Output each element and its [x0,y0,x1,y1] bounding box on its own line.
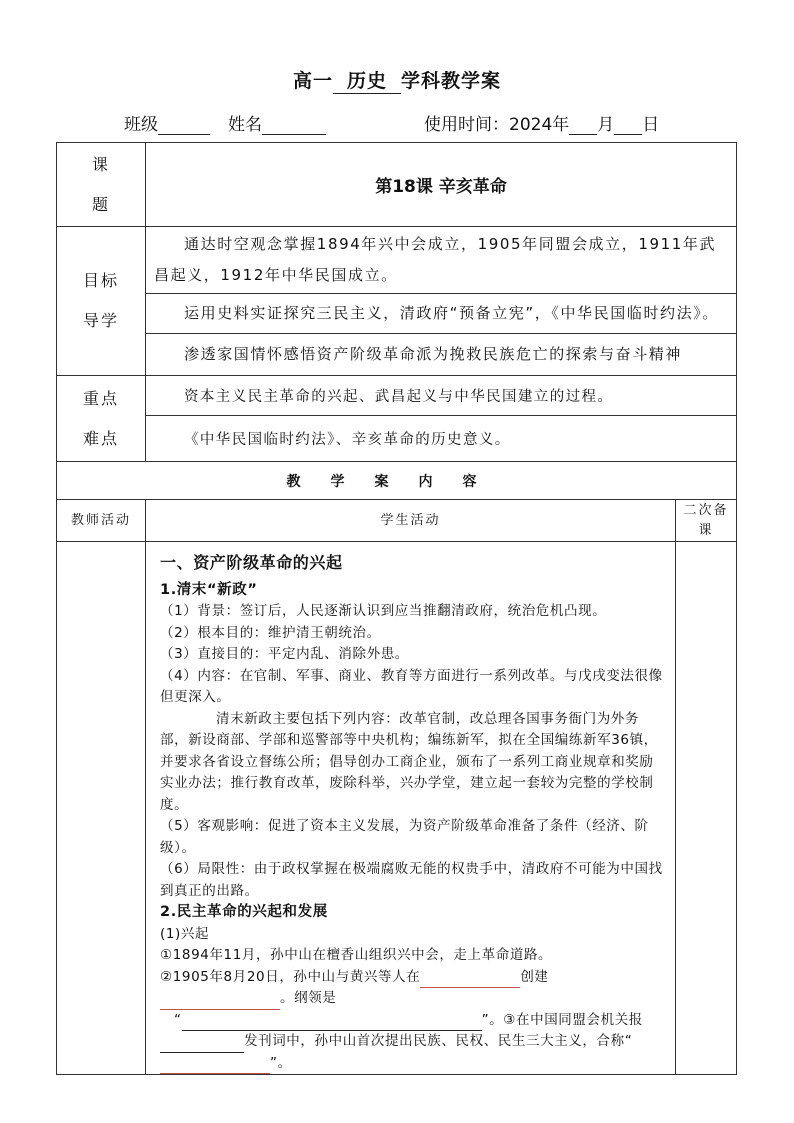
fill-blank[interactable] [160,1036,244,1053]
key-point: 资本主义民主革命的兴起、武昌起义与中华民国建立的过程。 [146,376,737,416]
difficult-point: 《中华民国临时约法》、辛亥革命的历史意义。 [146,416,737,462]
subheading-new-policy: 1.清末“新政” [160,581,258,598]
subheading-revolution: 2.民主革命的兴起和发展 [160,904,328,920]
focus-label: 重点 难点 [57,376,146,462]
goal-item-1: 通达时空观念掌握1894年兴中会成立，1905年同盟会成立，1911年武昌起义，1912年中华民国成立。 [146,227,737,294]
lesson-title: 第18课 辛亥革命 [146,143,737,227]
second-prep-cell[interactable] [676,542,737,1075]
page-title: 高一 历史 学科教学案 [0,66,794,94]
paragraph: 清末新政主要包括下列内容：改革官制，改总理各国事务衙门为外务部，新设商部、学部和巡警部等中央机构；编练新军，拟在全国编练新军36镇，并要求各省设立督练公所；倡导创办工商企业，颁布了一系列工商业规章和奖励实业办法；推行教育改革，废除科举，兴办学堂，建立起一套较为完整的学校制度。 [160,710,658,813]
goal-label: 目标 导学 [57,227,146,376]
fill-blank[interactable] [160,1057,270,1074]
content-header: 教学案内容 [57,462,737,500]
class-blank[interactable] [158,116,210,135]
name-field: 姓名 [228,110,326,135]
fill-blank[interactable] [420,971,520,988]
paragraph: (1)兴起 [160,925,210,942]
paragraph: （5）客观影响：促进了资本主义发展，为资产阶级革命准备了条件（经济、阶级）。 [160,818,649,856]
class-field: 班级 [124,110,210,135]
fill-blank[interactable] [182,1014,482,1031]
paragraph: （3）直接目的：平定内乱、消除外患。 [160,646,409,662]
goal-item-3: 渗透家国情怀感悟资产阶级革命派为挽救民族危亡的探索与奋斗精神 [146,334,737,376]
subject-blank: 历史 [333,66,401,94]
paragraph: （6）局限性：由于政权掌握在极端腐败无能的权贵手中，清政府不可能为中国找到真正的出路。 [160,861,663,899]
topic-label: 课 题 [57,143,146,227]
teacher-activity-header: 教师活动 [57,500,146,542]
paragraph: 发刊词中，孙中山首次提出民族、民权、民生三大主义，合称“”。 [160,1031,665,1074]
date-field: 使用时间：2024年 月 日 [424,115,660,135]
paragraph: （1）背景：签订后，人民逐渐认识到应当推翻清政府，统治危机凸现。 [160,603,607,619]
student-activity-header: 学生活动 [146,500,676,542]
day-blank[interactable] [614,116,642,135]
paragraph: ②1905年8月20日，孙中山与黄兴等人在 创建 [160,967,665,989]
paragraph: ①1894年11月，孙中山在檀香山组织兴中会，走上革命道路。 [160,947,553,963]
month-blank[interactable] [569,116,597,135]
paragraph: （4）内容：在官制、军事、商业、教育等方面进行一系列改革。与戊戌变法很像但更深入。 [160,667,663,705]
fill-blank[interactable] [160,993,280,1010]
name-blank[interactable] [262,116,326,135]
paragraph: （2）根本目的：维护清王朝统治。 [160,624,381,641]
lesson-plan-table [56,142,737,1075]
teacher-activity-cell[interactable] [57,542,146,1075]
paragraph: 。纲领是 [160,988,665,1010]
paragraph: “ ”。③在中国同盟会机关报 [160,1010,665,1032]
second-prep-header: 二次备课 [676,500,737,542]
goal-item-2: 运用史料实证探究三民主义，清政府“预备立宪”，《中华民国临时约法》。 [146,294,737,334]
student-activity-cell [146,542,676,1075]
section-heading: 一、资产阶级革命的兴起 [160,553,343,572]
